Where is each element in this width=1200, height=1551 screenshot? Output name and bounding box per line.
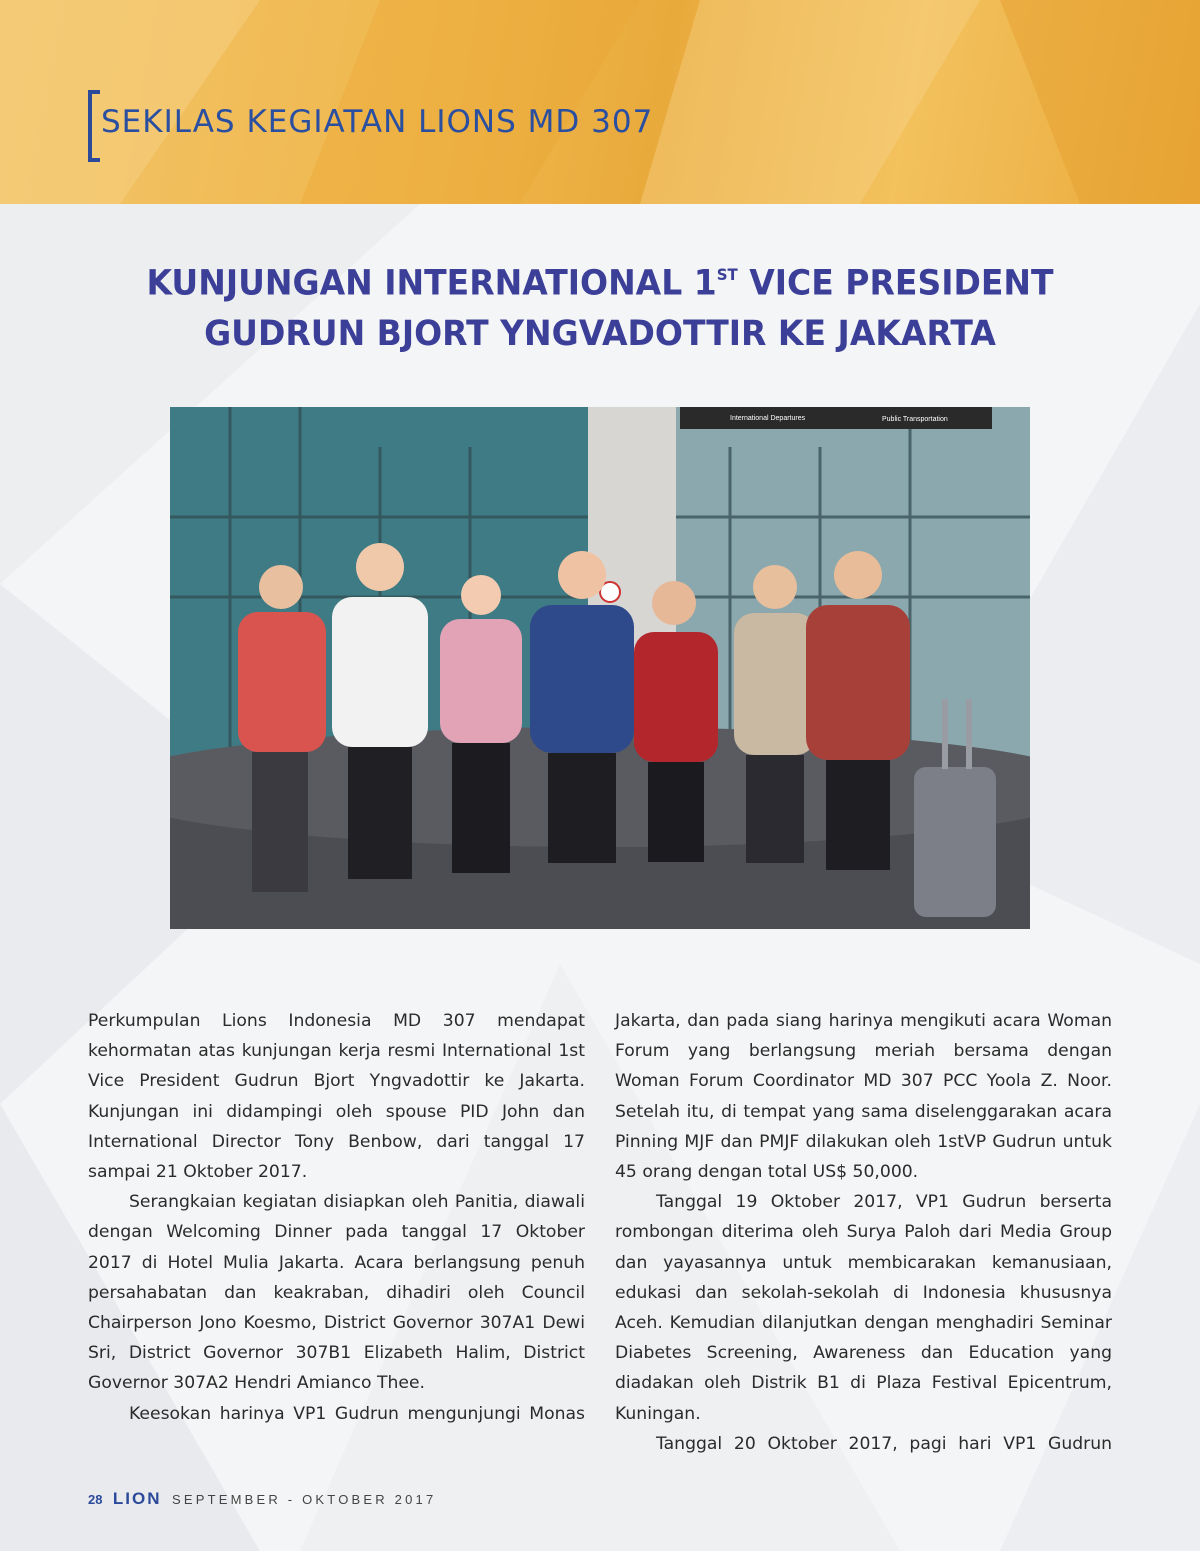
article-headline <box>120 249 1080 358</box>
article-column-left <box>88 1006 585 1429</box>
group-photo <box>170 407 1030 929</box>
sign-public-transportation: Public Transportation <box>882 416 948 423</box>
sign-international-departures: International Departures <box>730 415 806 422</box>
paragraph: Tanggal 19 Oktober 2017, VP1 Gudrun berserta rombongan diterima oleh Surya Paloh dari Media Group dan yayasannya untuk membicarakan kemanusiaan, edukasi dan sekolah-sekolah di Indonesia khususnya Aceh. Kemudian dilanjutkan dengan menghadiri Seminar Diabetes Screening, Awareness dan Education yang diadakan oleh Distrik B1 di Plaza Festival Epicentrum, Kuningan. <box>615 1192 1112 1424</box>
paragraph: Tanggal 20 Oktober 2017, pagi hari VP1 Gudrun <box>656 1433 1112 1454</box>
page-footer <box>88 1489 436 1509</box>
paragraph: Keesokan harinya VP1 Gudrun mengunjungi Monas <box>129 1403 585 1424</box>
magazine-name: LION <box>112 1489 162 1508</box>
paragraph: Jakarta, dan pada siang harinya mengikuti acara Woman Forum yang berlangsung meriah bersama dengan Woman Forum Coordinator MD 307 PCC Yoola Z. Noor. Setelah itu, di tempat yang sama diselenggarakan acara Pinning MJF dan PMJF dilakukan oleh 1stVP Gudrun untuk 45 orang dengan total US$ 50,000. <box>615 1011 1112 1183</box>
paragraph: Perkumpulan Lions Indonesia MD 307 mendapat kehormatan atas kunjungan kerja resmi International 1st Vice President Gudrun Bjort Yngvadottir ke Jakarta. Kunjungan ini didampingi oleh spouse PID John dan International Director Tony Benbow, dari tanggal 17 sampai 21 Oktober 2017. <box>88 1011 585 1183</box>
section-title: SEKILAS KEGIATAN LIONS MD 307 <box>101 104 654 140</box>
section-bracket <box>88 90 100 162</box>
headline-line1-end: VICE PRESIDENT <box>737 262 1054 303</box>
page-number: 28 <box>88 1492 103 1507</box>
headline-line1-start: KUNJUNGAN INTERNATIONAL 1 <box>146 262 717 303</box>
article-column-right <box>615 1006 1112 1459</box>
issue-date: SEPTEMBER - OKTOBER 2017 <box>171 1492 437 1507</box>
header-banner <box>0 0 1200 204</box>
headline-ordinal: ST <box>716 265 738 285</box>
paragraph: Serangkaian kegiatan disiapkan oleh Panitia, diawali dengan Welcoming Dinner pada tanggal 17 Oktober 2017 di Hotel Mulia Jakarta. Acara berlangsung penuh persahabatan dan keakraban, dihadiri oleh Council Chairperson Jono Koesmo, District Governor 307A1 Dewi Sri, District Governor 307B1 Elizabeth Halim, District Governor 307A2 Hendri Amianco Thee. <box>88 1192 585 1394</box>
headline-line2: GUDRUN BJORT YNGVADOTTIR KE JAKARTA <box>204 312 996 354</box>
